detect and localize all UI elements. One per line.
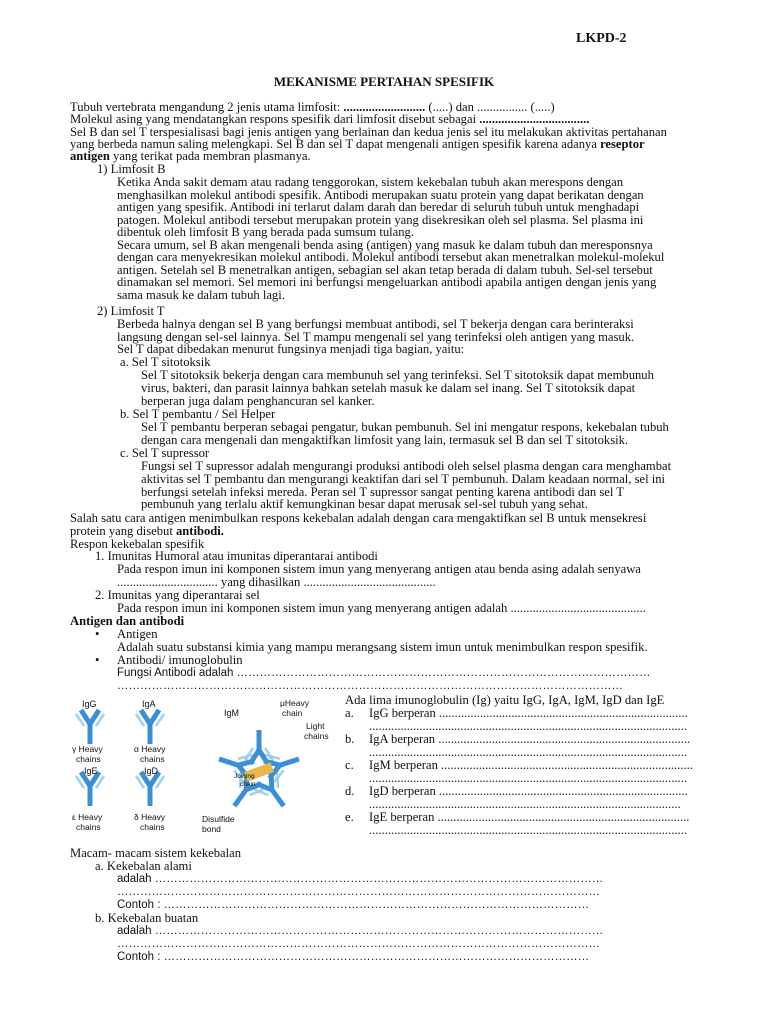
label-alpha-1: α Heavy [134, 744, 166, 754]
lt-c-line: berfungsi setelah infeksi mereda. Peran sel T supressor sangat penting karena antibodi dan sel T [141, 484, 624, 499]
label-igm: IgM [224, 708, 240, 718]
ig-item-text[interactable]: IgG berperan ............................................................................... [369, 706, 688, 720]
lt-a-line: Sel T sitotoksik bekerja dengan cara membunuh sel yang terinfeksi. Sel T sitotoksik dapat membunuh [141, 368, 654, 382]
lb-lines-line: dinamakan sel memori. Sel memori ini berfungsi mengeluarkan antibodi apabila antigen dengan jenis yang [117, 275, 657, 289]
antigen-response-line-1: Salah satu cara antigen menimbulkan respons kekebalan adalah dengan cara mengaktifkan sel B untuk mensekresi [70, 511, 647, 525]
lt-lines-line: Berbeda halnya dengan sel B yang berfungsi membuat antibodi, sel T bekerja dengan cara berinteraksi [117, 317, 634, 331]
kekebalan-alami-adalah[interactable]: adalah ……………………………………………………………………………………………………… [117, 873, 604, 885]
respon-item-1-line-1: Pada respon imun ini komponen sistem imun yang menyerang antigen atau benda asing adalah senyawa [117, 562, 641, 576]
lt-c-line: pembunuh yang terlalu aktif kemungkinan besar dapat merusak sel-sel tubuh yang sehat. [141, 497, 588, 512]
label-iga: IgA [142, 699, 156, 709]
respon-item-2-line-1[interactable]: Pada respon imun ini komponen sistem imun yang menyerang antigen adalah ........................................... [117, 601, 646, 615]
label-ige: IgE [84, 766, 98, 776]
lb-lines-line: Secara umum, sel B akan mengenali benda asing (antigen) yang masuk ke dalam tubuh dan meresponsnya [117, 237, 653, 252]
lt-c-line: Fungsi sel T supressor adalah mengurangi produksi antibodi oleh selsel plasma dengan cara menghambat [141, 459, 672, 473]
sel-t-helper-heading: b. Sel T pembantu / Sel Helper [120, 407, 276, 421]
intro-line-4: yang berbeda namun saling melengkapi. Sel B dan sel T dapat mengenali antigen spesifik karena adanya reseptor [70, 137, 645, 151]
label-igd: IgD [144, 766, 159, 776]
lb-lines-line: Ketika Anda sakit demam atau radang tenggorokan, sistem kekebalan tubuh akan merespons dengan [117, 175, 624, 189]
antigen-definition: Adalah suatu substansi kimia yang mampu merangsang sistem imun untuk menimbulkan respon spesifik. [117, 640, 648, 654]
limfosit-b-heading: 1) Limfosit B [97, 162, 166, 176]
document-title: MEKANISME PERTAHAN SPESIFIK [273, 74, 495, 89]
respon-heading: Respon kekebalan spesifik [70, 537, 205, 551]
label-disulfide-2: bond [202, 824, 221, 834]
igd-antibody-icon [136, 772, 164, 806]
lb-lines-line: patogen. Molekul antibodi tersebut merupakan protein yang disekresikan oleh sel plasma. Sel plasma ini [117, 212, 644, 227]
kekebalan-alami-heading: a. Kekebalan alami [95, 859, 192, 873]
ig-item-continuation[interactable]: ..................................................................................................... [369, 823, 687, 837]
lb-lines-line: antigen. Setelah sel B menetralkan antigen, sebagian sel akan tetap berada di dalam tubuh. Sel-sel tersebut [117, 262, 653, 277]
ig-item-continuation[interactable]: ................................................................................................... [369, 797, 681, 811]
ig-item-continuation[interactable]: ..................................................................................................... [369, 719, 687, 733]
label-light-1: Light [306, 721, 325, 731]
kekebalan-buatan-adalah[interactable]: adalah ……………………………………………………………………………………………………… [117, 925, 604, 937]
fungsi-antibodi-cont[interactable]: …………………………………………………………………………………………………………………… [117, 680, 623, 692]
lt-b-line: dengan cara mengenali dan mengaktifkan limfosit yang lain, termasuk sel B dan sel T sitotoksik. [141, 432, 629, 447]
respon-item-1-line-2[interactable]: ................................ yang dihasilkan .......................................... [117, 575, 436, 589]
lb-lines-line: antigen yang spesifik. Antibodi ini terlarut dalam darah dan beredar di seluruh tubuh untuk menghadapi [117, 200, 640, 214]
label-epsilon-1: ε Heavy [72, 812, 103, 822]
igg-antibody-icon [76, 710, 104, 744]
ig-item-text[interactable]: IgD berperan ............................................................................... [369, 784, 688, 798]
label-gamma-1: γ Heavy [72, 744, 103, 754]
fungsi-antibodi-line[interactable]: Fungsi Antibodi adalah ……………………………………………………………………………………………… [117, 667, 651, 679]
iga-antibody-icon [136, 710, 164, 744]
intro-line-1: Tubuh vertebrata mengandung 2 jenis utama limfosit: .......................... (.....) dan ................ (.....) [70, 100, 555, 114]
bullet-dot-1: • [95, 627, 100, 641]
ig-item-letter: d. [345, 784, 355, 798]
ig-item-continuation[interactable]: ..................................................................................................... [369, 771, 687, 785]
limfosit-t-heading: 2) Limfosit T [97, 304, 165, 318]
igm-pentamer-icon [215, 730, 304, 814]
label-delta-2: chains [140, 822, 165, 832]
ig-item-text[interactable]: IgA berperan ................................................................................ [369, 732, 691, 746]
lb-lines-line: dibentuk oleh limfosit B yang berada pada sumsum tulang. [117, 225, 414, 239]
ig-item-letter: a. [345, 706, 354, 720]
intro-line-3: Sel B dan sel T terspesialisasi bagi jenis antigen yang berlainan dan kedua jenis sel itu melakukan aktivitas pertahanan [70, 125, 667, 139]
ig-types-intro: Ada lima imunoglobulin (Ig) yaitu IgG, IgA, IgM, IgD dan IgE [345, 693, 665, 707]
antibodi-bullet: Antibodi/ imunoglobulin [117, 653, 243, 667]
document-code: LKPD-2 [576, 31, 627, 46]
lb-lines-line: sama masuk ke dalam tubuh lagi. [117, 287, 285, 302]
ige-antibody-icon [76, 772, 104, 806]
lb-lines-line: dengan cara menyekresikan molekul antibodi. Molekul antibodi tersebut akan menetralkan molekul-molekul [117, 250, 665, 264]
antigen-bullet: Antigen [117, 627, 158, 641]
lt-lines-line: langsung dengan sel-sel lainnya. Sel T mampu mengenali sel yang terinfeksi oleh antigen yang masuk. [117, 329, 635, 344]
label-light-2: chains [304, 731, 329, 741]
kekebalan-alami-cont[interactable]: ……………………………………………………………………………………………………………… [117, 886, 600, 898]
ig-item-letter: c. [345, 758, 354, 772]
label-delta-1: δ Heavy [134, 812, 166, 822]
ig-item-text[interactable]: IgE berperan ................................................................................ [369, 810, 690, 824]
lt-a-line: berperan juga dalam penghancuran sel kanker. [141, 393, 375, 408]
label-disulfide-1: Disulfide [202, 814, 235, 824]
ig-item-continuation[interactable]: ..................................................................................................... [369, 745, 687, 759]
ig-item-text[interactable]: IgM berperan ................................................................................ [369, 758, 693, 772]
macam-heading: Macam- macam sistem kekebalan [70, 846, 241, 860]
label-mu-2: chain [282, 708, 303, 718]
kekebalan-buatan-contoh[interactable]: Contoh : ………………………………………………………………………………………………… [117, 951, 590, 963]
label-joining-2: chain [240, 781, 256, 788]
lt-a-line: virus, bakteri, dan parasit lainnya bahkan setelah masuk ke dalam sel inang. Sel T sitotoksik dapat [141, 380, 636, 395]
ig-item-letter: b. [345, 732, 355, 746]
intro-line-5: antigen yang terikat pada membran plasmanya. [70, 149, 311, 163]
label-gamma-2: chains [76, 754, 101, 764]
label-mu-1: μHeavy [280, 698, 309, 708]
label-alpha-2: chains [140, 754, 165, 764]
antigen-antibodi-heading: Antigen dan antibodi [70, 614, 185, 628]
kekebalan-buatan-heading: b. Kekebalan buatan [95, 911, 199, 925]
sel-t-supressor-heading: c. Sel T supressor [120, 446, 210, 460]
label-igg: IgG [82, 699, 97, 709]
sel-t-sitotoksik-heading: a. Sel T sitotoksik [120, 355, 211, 369]
antigen-response-line-2: protein yang disebut antibodi. [70, 524, 224, 538]
lt-lines-line: Sel T dapat dibedakan menurut fungsinya menjadi tiga bagian, yaitu: [117, 342, 465, 356]
kekebalan-alami-contoh[interactable]: Contoh : ………………………………………………………………………………………………… [117, 899, 590, 911]
kekebalan-buatan-cont[interactable]: ……………………………………………………………………………………………………………… [117, 938, 600, 950]
lt-c-line: aktivitas sel T pembantu dan mengurangi keaktifan dari sel T pembunuh. Dalam keadaan normal, sel ini [141, 471, 666, 486]
respon-item-1: 1. Imunitas Humoral atau imunitas diperantarai antibodi [95, 549, 378, 563]
respon-item-2: 2. Imunitas yang diperantarai sel [95, 588, 260, 602]
intro-line-2: Molekul asing yang mendatangkan respons spesifik dari limfosit disebut sebagai ................................... [70, 112, 590, 126]
lb-lines-line: menghasilkan molekul antibodi spesifik. Antibodi merupakan suatu protein yang dapat berikatan dengan [117, 187, 644, 202]
label-epsilon-2: chains [76, 822, 101, 832]
bullet-dot-2: • [95, 653, 100, 667]
immunoglobulin-figure [64, 694, 344, 842]
ig-item-letter: e. [345, 810, 354, 824]
lt-b-line: Sel T pembantu berperan sebagai pengatur, bukan pembunuh. Sel ini mengatur respons, kekebalan tubuh [141, 420, 669, 434]
label-joining-1: Joining [234, 773, 255, 780]
